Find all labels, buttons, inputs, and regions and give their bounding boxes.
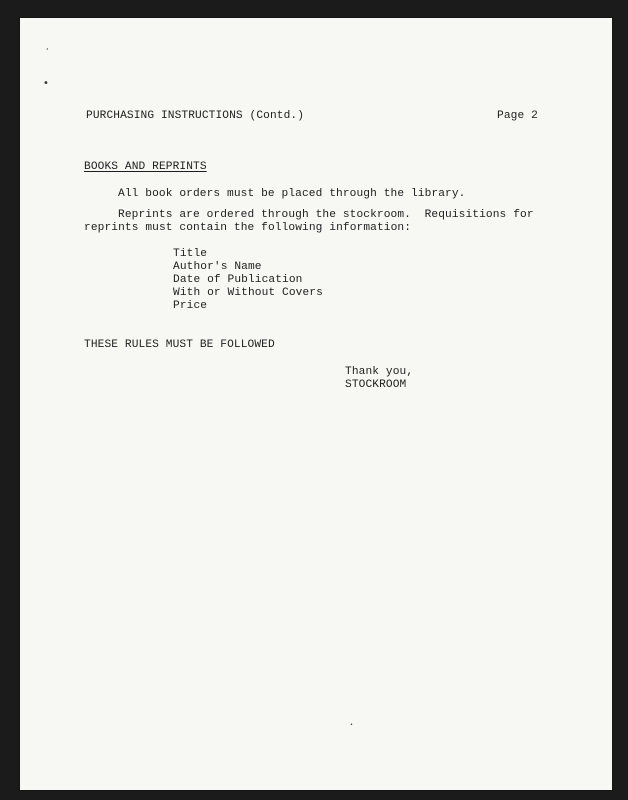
list-item: Author's Name bbox=[173, 261, 262, 273]
page-number: Page 2 bbox=[497, 110, 538, 122]
list-item: Title bbox=[173, 248, 208, 260]
paragraph-reprints-line1: Reprints are ordered through the stockroom. Requisitions for bbox=[118, 209, 534, 221]
list-item: Date of Publication bbox=[173, 274, 303, 286]
paragraph-reprints-line2: reprints must contain the following information: bbox=[84, 222, 412, 234]
rules-notice: THESE RULES MUST BE FOLLOWED bbox=[84, 339, 275, 351]
stray-mark: • bbox=[350, 722, 353, 728]
paragraph-book-orders: All book orders must be placed through the library. bbox=[118, 188, 466, 200]
closing-signature: STOCKROOM bbox=[345, 379, 407, 391]
stray-mark: ‘ bbox=[46, 47, 49, 56]
stray-mark: • bbox=[43, 78, 49, 89]
list-item: With or Without Covers bbox=[173, 287, 323, 299]
closing-thanks: Thank you, bbox=[345, 366, 414, 378]
header-title: PURCHASING INSTRUCTIONS (Contd.) bbox=[86, 110, 305, 122]
section-heading: BOOKS AND REPRINTS bbox=[84, 161, 207, 173]
list-item: Price bbox=[173, 300, 208, 312]
document-page bbox=[20, 18, 612, 790]
